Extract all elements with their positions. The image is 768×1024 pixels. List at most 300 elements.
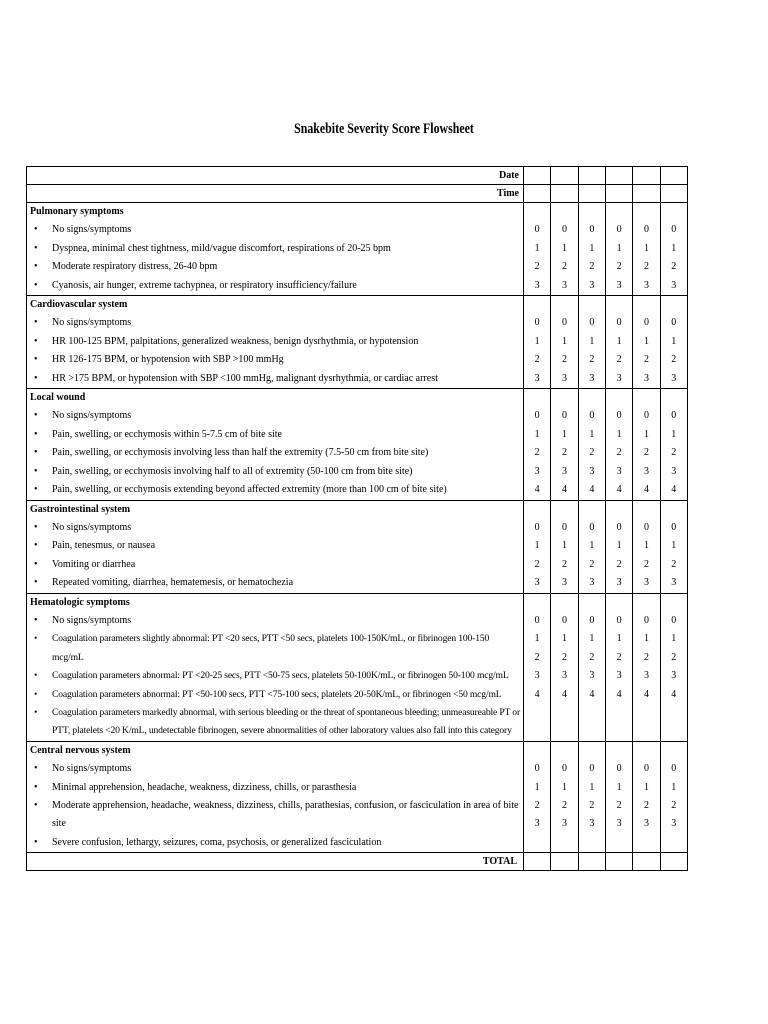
score-option[interactable]: 3 (616, 279, 622, 291)
score-option[interactable]: 2 (589, 261, 595, 273)
date-cell[interactable] (660, 167, 687, 185)
score-option[interactable]: 0 (643, 614, 649, 626)
score-option[interactable]: 2 (616, 354, 622, 366)
score-cell[interactable] (660, 500, 687, 593)
time-cell[interactable] (660, 185, 687, 203)
score-option[interactable]: 0 (589, 763, 595, 775)
score-cell[interactable] (605, 741, 632, 852)
bullet-icon: • (34, 354, 38, 366)
score-option[interactable]: 0 (561, 521, 567, 533)
score-option[interactable]: 4 (534, 484, 540, 496)
score-option[interactable]: 0 (616, 224, 622, 236)
time-cell[interactable] (524, 185, 551, 203)
criteria-text: No signs/symptoms (52, 614, 132, 626)
score-option[interactable]: 1 (589, 335, 595, 347)
score-option[interactable]: 0 (589, 614, 595, 626)
score-option[interactable]: 2 (561, 800, 567, 811)
score-option[interactable]: 3 (561, 670, 567, 682)
score-option[interactable]: 1 (561, 781, 567, 793)
criteria-text: Minimal apprehension, headache, weakness, dizziness, chills, or parasthesia (52, 781, 357, 793)
score-option[interactable]: 2 (616, 800, 622, 811)
score-option[interactable]: 3 (561, 577, 567, 589)
score-option[interactable]: 2 (534, 261, 540, 273)
score-cell[interactable] (660, 296, 687, 389)
score-option[interactable]: 3 (561, 372, 567, 384)
score-option[interactable]: 0 (671, 317, 677, 329)
score-spacer (524, 501, 550, 519)
score-option[interactable]: 4 (534, 688, 540, 700)
score-option[interactable]: 1 (561, 633, 567, 645)
criteria-item (30, 463, 520, 481)
score-cell[interactable] (605, 203, 632, 296)
score-option[interactable]: 0 (534, 614, 540, 626)
date-cell[interactable] (578, 167, 605, 185)
score-option[interactable]: 1 (589, 781, 595, 793)
score-option[interactable]: 2 (643, 651, 649, 663)
section-description (27, 203, 524, 296)
score-option[interactable]: 0 (534, 521, 540, 533)
score-spacer (633, 501, 659, 519)
criteria-item (30, 481, 520, 499)
score-spacer (661, 296, 687, 314)
section-title: Gastrointestinal system (30, 503, 131, 515)
score-option[interactable]: 2 (534, 354, 540, 366)
score-option[interactable]: 4 (671, 484, 677, 496)
score-option[interactable]: 3 (534, 577, 540, 589)
criteria-text: Pain, swelling, or ecchymosis within 5-7.5 cm of bite site (52, 428, 282, 440)
score-option[interactable]: 3 (561, 818, 567, 830)
bullet-icon: • (34, 372, 38, 384)
criteria-item (30, 612, 520, 630)
date-cell[interactable] (524, 167, 551, 185)
score-option[interactable]: 3 (534, 372, 540, 384)
score-spacer (524, 296, 550, 314)
score-option[interactable]: 0 (534, 410, 540, 422)
bullet-icon: • (34, 484, 38, 496)
score-cell[interactable] (660, 203, 687, 296)
criteria-text: Pain, tenesmus, or nausea (52, 540, 156, 552)
score-spacer (579, 501, 605, 519)
score-option[interactable]: 3 (589, 818, 595, 830)
score-option[interactable]: 2 (589, 354, 595, 366)
score-option[interactable]: 1 (534, 335, 540, 347)
criteria-item (30, 519, 520, 537)
score-option[interactable]: 2 (534, 447, 540, 459)
score-spacer (661, 389, 687, 407)
bullet-icon: • (34, 521, 38, 533)
score-option[interactable]: 3 (589, 279, 595, 291)
score-cell[interactable] (578, 296, 605, 389)
score-option[interactable]: 3 (589, 372, 595, 384)
score-option[interactable]: 0 (616, 521, 622, 533)
criteria-text: Coagulation parameters abnormal: PT <20-25 secs, PTT <50-75 secs, platelets 50-100K/mL, or fibrinogen 50-100 mcg/mL (52, 670, 509, 682)
score-option[interactable]: 2 (561, 261, 567, 273)
score-spacer (661, 742, 687, 760)
time-cell[interactable] (605, 185, 632, 203)
score-cell[interactable] (660, 741, 687, 852)
criteria-text: HR >175 BPM, or hypotension with SBP <100 mmHg, malignant dysrhythmia, or cardiac arrest (52, 372, 438, 384)
score-option[interactable]: 1 (589, 242, 595, 254)
score-option[interactable]: 0 (616, 410, 622, 422)
total-cell[interactable] (633, 853, 660, 871)
time-cell[interactable] (578, 185, 605, 203)
criteria-text: No signs/symptoms (52, 763, 132, 775)
score-option[interactable]: 3 (534, 670, 540, 682)
score-spacer (551, 203, 577, 221)
score-option[interactable]: 2 (561, 558, 567, 570)
total-cell[interactable] (551, 853, 578, 871)
score-cell[interactable] (660, 389, 687, 500)
score-option[interactable]: 1 (616, 335, 622, 347)
score-cell[interactable] (633, 500, 660, 593)
criteria-item (30, 556, 520, 574)
score-cell[interactable] (633, 389, 660, 500)
criteria-item (30, 686, 520, 704)
score-option[interactable]: 2 (671, 800, 677, 811)
score-option[interactable]: 0 (589, 410, 595, 422)
bullet-icon: • (34, 800, 38, 811)
score-option[interactable]: 1 (643, 781, 649, 793)
total-cell[interactable] (605, 853, 632, 871)
score-option[interactable]: 3 (616, 577, 622, 589)
time-cell[interactable] (633, 185, 660, 203)
score-cell[interactable] (578, 500, 605, 593)
score-option[interactable]: 3 (671, 279, 677, 291)
bullet-icon: • (34, 335, 38, 347)
score-option[interactable]: 3 (616, 465, 622, 477)
score-option[interactable]: 3 (671, 577, 677, 589)
score-spacer (606, 742, 632, 760)
score-spacer (551, 389, 577, 407)
score-option[interactable]: 0 (643, 410, 649, 422)
bullet-icon: • (34, 428, 38, 440)
score-option[interactable]: 3 (671, 670, 677, 682)
criteria-text: Coagulation parameters slightly abnormal: PT <20 secs, PTT <50 secs, platelets 100-150K/mL, or fibrinogen 100-150 mcg/mL (52, 633, 490, 663)
score-spacer (579, 594, 605, 612)
score-option[interactable]: 0 (671, 763, 677, 775)
score-option[interactable]: 1 (534, 428, 540, 440)
score-spacer (661, 203, 687, 221)
score-cell[interactable] (605, 296, 632, 389)
score-option[interactable]: 1 (671, 633, 677, 645)
score-option[interactable]: 2 (616, 447, 622, 459)
score-option[interactable]: 1 (534, 540, 540, 552)
score-option[interactable]: 3 (643, 465, 649, 477)
score-option[interactable]: 1 (561, 428, 567, 440)
score-option[interactable]: 2 (671, 261, 677, 273)
score-option[interactable]: 3 (561, 465, 567, 477)
score-option[interactable]: 1 (561, 242, 567, 254)
score-option[interactable]: 2 (589, 800, 595, 811)
score-cell[interactable] (524, 500, 551, 593)
score-option[interactable]: 0 (643, 763, 649, 775)
criteria-item (30, 221, 520, 239)
score-option[interactable]: 1 (534, 242, 540, 254)
score-option[interactable]: 1 (616, 242, 622, 254)
criteria-text: Severe confusion, lethargy, seizures, coma, psychosis, or generalized fasciculation (52, 836, 382, 848)
bullet-icon: • (34, 279, 38, 291)
criteria-item (30, 630, 520, 667)
time-cell[interactable] (551, 185, 578, 203)
score-option[interactable]: 1 (589, 540, 595, 552)
score-option[interactable]: 1 (643, 242, 649, 254)
score-option[interactable]: 2 (616, 558, 622, 570)
score-option[interactable]: 3 (643, 372, 649, 384)
score-option[interactable]: 0 (534, 763, 540, 775)
score-option[interactable]: 2 (561, 354, 567, 366)
time-row (27, 185, 688, 203)
score-option[interactable]: 0 (671, 614, 677, 626)
score-cell[interactable] (551, 389, 578, 500)
score-option[interactable]: 2 (671, 447, 677, 459)
score-option[interactable]: 3 (671, 372, 677, 384)
score-option[interactable]: 2 (616, 261, 622, 273)
score-cell[interactable] (578, 203, 605, 296)
criteria-text: Dyspnea, minimal chest tightness, mild/vague discomfort, respirations of 20-25 bpm (52, 242, 391, 254)
score-cell[interactable] (551, 741, 578, 852)
score-cell[interactable] (633, 741, 660, 852)
score-option[interactable]: 1 (561, 540, 567, 552)
score-option[interactable]: 1 (643, 428, 649, 440)
score-cell[interactable] (524, 593, 551, 741)
score-cell[interactable] (551, 203, 578, 296)
score-cell[interactable] (633, 296, 660, 389)
score-option[interactable]: 3 (534, 465, 540, 477)
total-row (27, 853, 688, 871)
date-label: Date (27, 167, 524, 185)
date-cell[interactable] (633, 167, 660, 185)
criteria-item (30, 797, 520, 834)
score-option[interactable]: 3 (643, 279, 649, 291)
criteria-item (30, 277, 520, 295)
score-spacer (551, 296, 577, 314)
score-option[interactable]: 0 (561, 224, 567, 236)
section-row (27, 203, 688, 296)
score-option[interactable]: 1 (671, 428, 677, 440)
score-option[interactable]: 2 (534, 558, 540, 570)
score-cell[interactable] (660, 593, 687, 741)
score-option[interactable]: 0 (589, 317, 595, 329)
score-option[interactable]: 1 (616, 428, 622, 440)
criteria-item (30, 667, 520, 685)
total-cell[interactable] (578, 853, 605, 871)
score-option[interactable]: 2 (534, 651, 540, 663)
score-option[interactable]: 2 (671, 558, 677, 570)
score-spacer (579, 203, 605, 221)
score-option[interactable]: 1 (671, 781, 677, 793)
score-option[interactable]: 0 (616, 317, 622, 329)
criteria-text: Moderate apprehension, headache, weakness, dizziness, chills, parathesias, confusion, or fasciculation in area of bite site (52, 800, 519, 830)
score-option[interactable]: 0 (671, 410, 677, 422)
score-option[interactable]: 1 (616, 540, 622, 552)
score-option[interactable]: 1 (671, 242, 677, 254)
date-row (27, 167, 688, 185)
score-option[interactable]: 3 (589, 670, 595, 682)
score-option[interactable]: 0 (561, 614, 567, 626)
score-spacer (551, 742, 577, 760)
score-spacer (579, 296, 605, 314)
score-cell[interactable] (551, 593, 578, 741)
score-option[interactable]: 2 (643, 800, 649, 811)
score-option[interactable]: 0 (616, 763, 622, 775)
score-option[interactable]: 4 (561, 484, 567, 496)
score-option[interactable]: 1 (643, 540, 649, 552)
score-option[interactable]: 1 (589, 633, 595, 645)
score-option[interactable]: 3 (534, 818, 540, 830)
score-option[interactable]: 0 (671, 521, 677, 533)
section-description (27, 500, 524, 593)
section-row (27, 593, 688, 741)
score-option[interactable]: 0 (589, 521, 595, 533)
criteria-text: Coagulation parameters abnormal: PT <50-100 secs, PTT <75-100 secs, platelets 20-50K/mL, or fibrinogen <50 mcg/mL (52, 688, 502, 700)
score-spacer (606, 296, 632, 314)
score-option[interactable]: 3 (534, 279, 540, 291)
section-description (27, 741, 524, 852)
score-option[interactable]: 2 (671, 651, 677, 663)
score-option[interactable]: 2 (643, 558, 649, 570)
bullet-icon: • (34, 242, 38, 254)
score-option[interactable]: 4 (671, 688, 677, 700)
score-spacer (524, 594, 550, 612)
score-option[interactable]: 1 (643, 633, 649, 645)
score-option[interactable]: 2 (616, 651, 622, 663)
date-cell[interactable] (605, 167, 632, 185)
bullet-icon: • (34, 577, 38, 589)
score-cell[interactable] (524, 203, 551, 296)
score-option[interactable]: 3 (561, 279, 567, 291)
score-option[interactable]: 0 (534, 224, 540, 236)
score-cell[interactable] (578, 741, 605, 852)
criteria-text: No signs/symptoms (52, 317, 132, 329)
score-cell[interactable] (551, 500, 578, 593)
score-cell[interactable] (551, 296, 578, 389)
score-cell[interactable] (605, 593, 632, 741)
score-cell[interactable] (605, 389, 632, 500)
score-option[interactable]: 0 (643, 521, 649, 533)
score-option[interactable]: 0 (534, 317, 540, 329)
score-option[interactable]: 1 (561, 335, 567, 347)
score-cell[interactable] (605, 500, 632, 593)
bullet-icon: • (34, 763, 38, 775)
score-option[interactable]: 3 (643, 670, 649, 682)
score-option[interactable]: 3 (616, 372, 622, 384)
score-option[interactable]: 2 (561, 651, 567, 663)
time-label: Time (27, 185, 524, 203)
score-option[interactable]: 1 (589, 428, 595, 440)
score-option[interactable]: 0 (561, 410, 567, 422)
score-cell[interactable] (524, 296, 551, 389)
score-option[interactable]: 2 (589, 447, 595, 459)
score-option[interactable]: 4 (561, 688, 567, 700)
score-cell[interactable] (633, 593, 660, 741)
score-spacer (606, 501, 632, 519)
score-option[interactable]: 1 (534, 781, 540, 793)
score-option[interactable]: 0 (643, 317, 649, 329)
score-option[interactable]: 1 (671, 540, 677, 552)
section-title: Pulmonary symptoms (30, 206, 124, 217)
score-cell[interactable] (578, 593, 605, 741)
score-spacer (633, 389, 659, 407)
score-option[interactable]: 3 (671, 465, 677, 477)
criteria-item (30, 537, 520, 555)
score-option[interactable]: 4 (616, 484, 622, 496)
score-option[interactable]: 2 (589, 558, 595, 570)
criteria-item (30, 704, 520, 741)
section-row (27, 296, 688, 389)
score-option[interactable]: 3 (643, 818, 649, 830)
score-option[interactable]: 2 (561, 447, 567, 459)
score-option[interactable]: 4 (643, 688, 649, 700)
score-spacer (579, 742, 605, 760)
score-spacer (633, 296, 659, 314)
score-option[interactable]: 2 (643, 354, 649, 366)
score-option[interactable]: 0 (589, 224, 595, 236)
score-option[interactable]: 1 (534, 633, 540, 645)
score-option[interactable]: 2 (671, 354, 677, 366)
section-description (27, 593, 524, 741)
score-spacer (524, 742, 550, 760)
score-spacer (661, 501, 687, 519)
score-spacer (551, 594, 577, 612)
score-option[interactable]: 1 (671, 335, 677, 347)
bullet-icon: • (34, 410, 38, 422)
score-cell[interactable] (524, 741, 551, 852)
score-option[interactable]: 3 (589, 465, 595, 477)
score-option[interactable]: 2 (534, 800, 540, 811)
criteria-item (30, 426, 520, 444)
bullet-icon: • (34, 317, 38, 329)
score-option[interactable]: 3 (616, 670, 622, 682)
score-option[interactable]: 2 (589, 651, 595, 663)
score-option[interactable]: 4 (589, 688, 595, 700)
score-option[interactable]: 1 (616, 633, 622, 645)
score-spacer (551, 501, 577, 519)
total-cell[interactable] (524, 853, 551, 871)
score-option[interactable]: 0 (561, 317, 567, 329)
score-option[interactable]: 2 (643, 261, 649, 273)
section-title: Cardiovascular system (30, 299, 128, 311)
section-row (27, 389, 688, 500)
score-option[interactable]: 1 (643, 335, 649, 347)
section-description (27, 389, 524, 500)
score-option[interactable]: 3 (643, 577, 649, 589)
criteria-item (30, 834, 520, 852)
score-option[interactable]: 0 (671, 224, 677, 236)
score-option[interactable]: 3 (589, 577, 595, 589)
bullet-icon: • (34, 781, 38, 793)
score-option[interactable]: 2 (643, 447, 649, 459)
score-option[interactable]: 0 (616, 614, 622, 626)
criteria-item (30, 370, 520, 388)
score-option[interactable]: 3 (671, 818, 677, 830)
section-title: Central nervous system (30, 744, 131, 756)
total-cell[interactable] (660, 853, 687, 871)
score-option[interactable]: 4 (643, 484, 649, 496)
criteria-text: No signs/symptoms (52, 521, 132, 533)
score-cell[interactable] (524, 389, 551, 500)
score-cell[interactable] (633, 203, 660, 296)
date-cell[interactable] (551, 167, 578, 185)
score-option[interactable]: 0 (561, 763, 567, 775)
score-cell[interactable] (578, 389, 605, 500)
score-option[interactable]: 0 (643, 224, 649, 236)
score-option[interactable]: 3 (616, 818, 622, 830)
score-option[interactable]: 1 (616, 781, 622, 793)
score-option[interactable]: 4 (616, 688, 622, 700)
score-option[interactable]: 4 (589, 484, 595, 496)
bullet-icon: • (34, 614, 38, 626)
bullet-icon: • (34, 261, 38, 273)
